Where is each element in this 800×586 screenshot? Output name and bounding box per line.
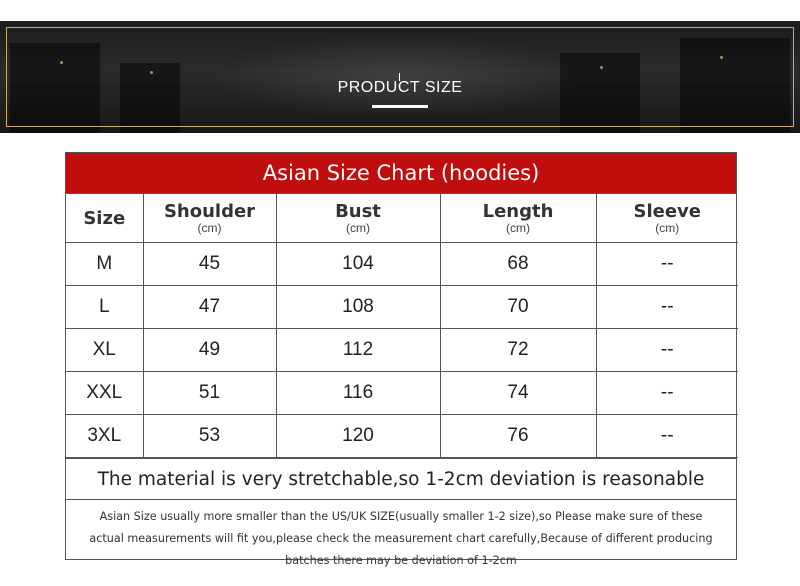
banner-frame [6, 27, 794, 127]
table-row [66, 243, 738, 286]
shoulder-cell: 51 [143, 372, 276, 415]
bust-cell: 104 [276, 243, 440, 286]
sleeve-cell: -- [596, 415, 738, 458]
size-cell: 3XL [66, 415, 143, 458]
size-cell: M [66, 243, 143, 286]
shoulder-cell: 53 [143, 415, 276, 458]
sizing-disclaimer: Asian Size usually more smaller than the US/UK SIZE(usually smaller 1-2 size),so Please make sure of these actual measurements will fit you,please check the measurement chart carefully,Because of different producing batches there may be deviation of 1-2cm [66, 499, 736, 572]
column-header-length [440, 194, 596, 243]
size-cell: XL [66, 329, 143, 372]
length-cell: 74 [440, 372, 596, 415]
size-cell: XXL [66, 372, 143, 415]
length-cell: 70 [440, 286, 596, 329]
table-row [66, 286, 738, 329]
column-header-sleeve [596, 194, 738, 243]
product-size-banner [0, 21, 800, 133]
length-cell: 76 [440, 415, 596, 458]
bust-cell: 120 [276, 415, 440, 458]
column-header-unit: (cm) [655, 220, 680, 235]
column-header-shoulder [143, 194, 276, 243]
stretch-note: The material is very stretchable,so 1-2cm deviation is reasonable [66, 458, 736, 499]
length-cell: 72 [440, 329, 596, 372]
bust-cell: 108 [276, 286, 440, 329]
shoulder-cell: 47 [143, 286, 276, 329]
size-chart [65, 152, 737, 567]
table-row [66, 372, 738, 415]
column-header-size [66, 194, 143, 243]
column-header-bust [276, 194, 440, 243]
banner-title-underline [372, 105, 428, 108]
table-row [66, 329, 738, 372]
size-cell: L [66, 286, 143, 329]
table-header-row [66, 194, 738, 243]
column-header-unit: (cm) [197, 220, 222, 235]
sleeve-cell: -- [596, 329, 738, 372]
bust-cell: 116 [276, 372, 440, 415]
column-header-unit: (cm) [346, 220, 370, 235]
column-header-label: Sleeve [633, 200, 701, 222]
column-header-label: Bust [335, 200, 381, 222]
table-row [66, 415, 738, 458]
size-chart-title: Asian Size Chart (hoodies) [66, 153, 736, 194]
column-header-unit: (cm) [506, 220, 530, 235]
sleeve-cell: -- [596, 243, 738, 286]
size-table [66, 194, 738, 458]
sleeve-cell: -- [596, 372, 738, 415]
banner-title: PRODUCT SIZE [337, 79, 463, 96]
shoulder-cell: 49 [143, 329, 276, 372]
bust-cell: 112 [276, 329, 440, 372]
sleeve-cell: -- [596, 286, 738, 329]
column-header-label: Length [482, 200, 554, 222]
column-header-label: Shoulder [163, 200, 256, 222]
length-cell: 68 [440, 243, 596, 286]
column-header-label: Size [83, 207, 126, 229]
shoulder-cell: 45 [143, 243, 276, 286]
